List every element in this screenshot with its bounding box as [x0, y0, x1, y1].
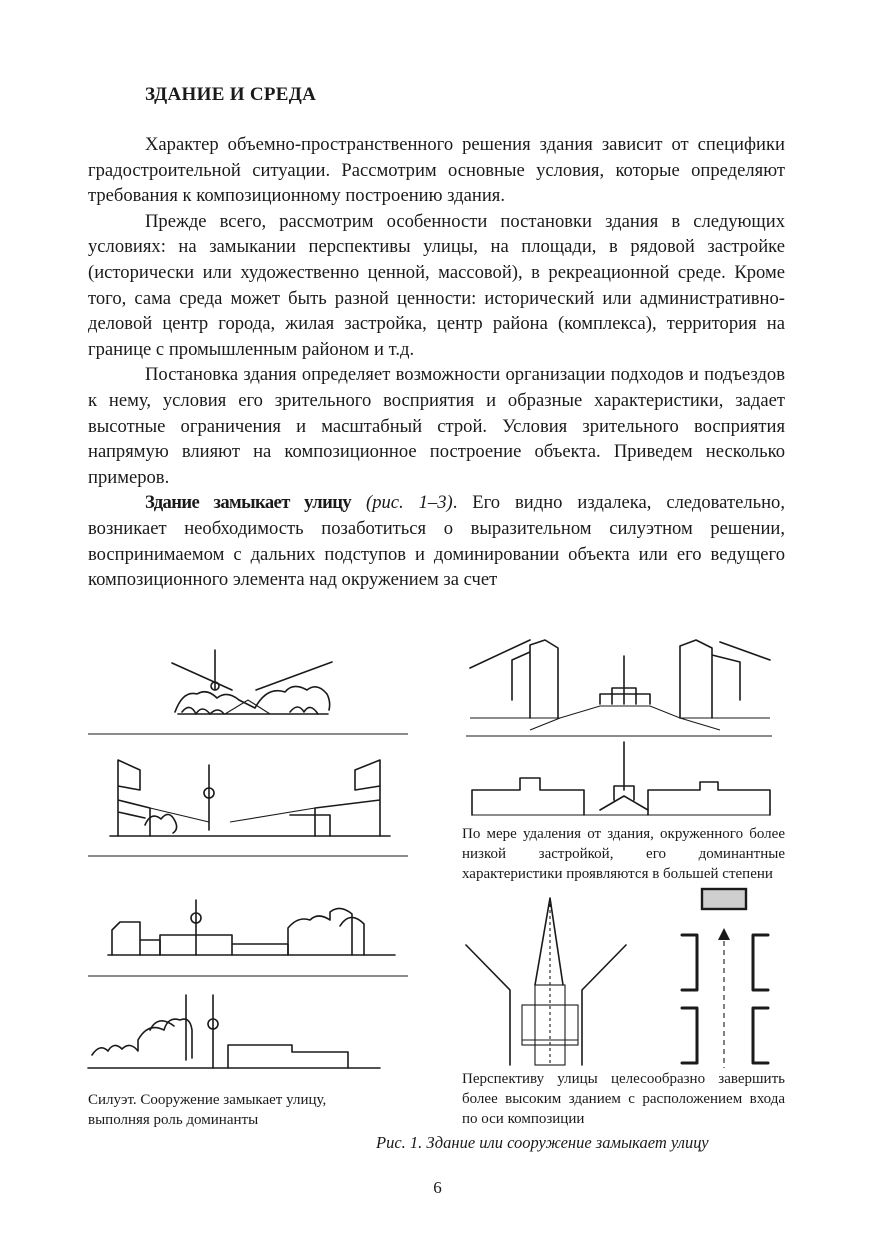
- caption-silhouette: Силуэт. Сооружение замыкает улицу, выполняя роль доминанты: [88, 1092, 327, 1128]
- sketch-perspective-plaza: [470, 640, 770, 730]
- figure-reference: (рис. 1–3): [366, 492, 453, 514]
- sketch-plan-diagram: [682, 889, 768, 1068]
- sketch-silhouette: [88, 995, 380, 1068]
- run-in-heading: Здание замыкает улицу: [145, 492, 352, 514]
- page-number: 6: [433, 1178, 442, 1197]
- paragraph: Постановка здания определяет возможности организации подходов и подъездов к нему, условия его зрительного восприятия и образные характеристики, задает высотные ограничения и масштабный строй. Условия зрительного восприятия напрямую влияют на композиционное построение объекта. Приведем несколько примеров.: [88, 364, 785, 488]
- sketch-street-tower: [110, 760, 390, 836]
- sketch-panorama: [472, 742, 770, 815]
- caption-distance-dominance: По мере удаления от здания, окруженного более низкой застройкой, его доминантные характеристики проявляются в большей степени: [462, 826, 785, 882]
- paragraph: Характер объемно-пространственного решения здания зависит от специфики градостроительной ситуации. Рассмотрим основные условия, которые определяют требования к композиционному построению здания.: [88, 134, 785, 207]
- section-heading: ЗДАНИЕ И СРЕДА: [145, 84, 317, 105]
- paragraph-text: . Его видно издалека, следовательно, возникает необходимость позаботиться о выразительном силуэтном решении, воспринимаемом с дальних подступов и доминировании объекта или его ведущего композиционного элемента над окружением за счет: [88, 492, 785, 591]
- sketch-tall-building: [466, 898, 626, 1065]
- paragraph: Прежде всего, рассмотрим особенности постановки здания в следующих условиях: на замыкании перспективы улицы, на площади, в рядовой застройке (исторически или художественно ценной, массовой), в рекреационной среде. Кроме того, сама среда может быть разной ценности: исторический или административно-деловой центр города, жилая застройка, центр района (комплекса), территория на границе с промышленным районом и т.д.: [88, 210, 785, 360]
- sketch-avenue-landscape: [172, 650, 332, 714]
- figure-title: Рис. 1. Здание или сооружение замыкает улицу: [376, 1133, 709, 1152]
- caption-street-perspective: Перспективу улицы целесообразно завершить более высоким зданием с расположением входа по оси композиции: [462, 1071, 785, 1127]
- sketch-cityscape: [108, 900, 395, 955]
